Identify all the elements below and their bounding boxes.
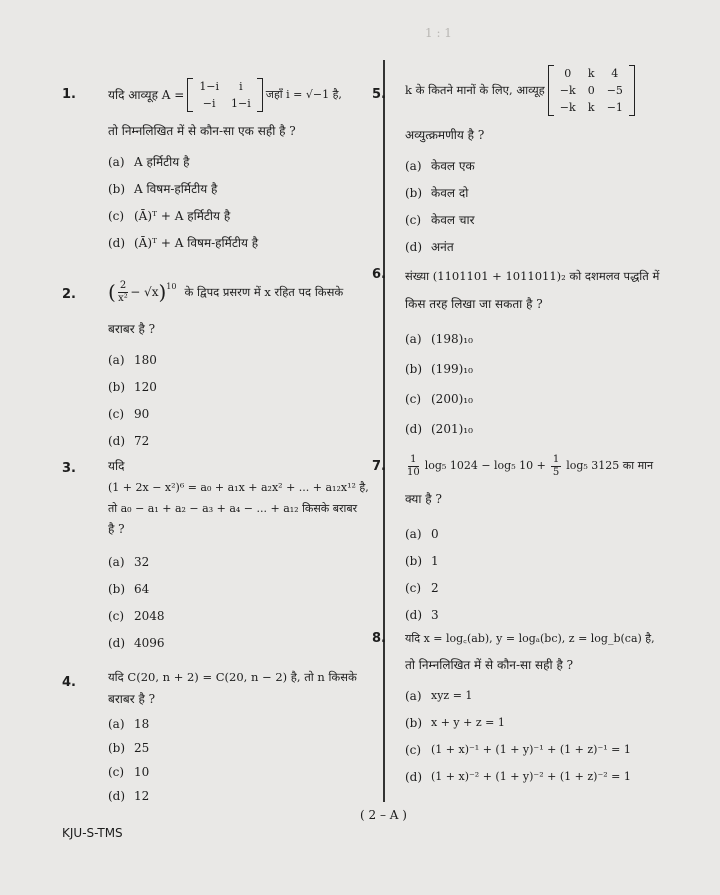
- options: [405, 324, 712, 444]
- matrix-cell: 1−i: [231, 97, 251, 110]
- question-text: यदि C(20, n + 2) = C(20, n − 2) है, तो n किसके: [108, 670, 357, 684]
- matrix-cell: −5: [606, 83, 623, 97]
- question-text-line2: तो निम्नलिखित में से कौन-सा एक सही है ?: [108, 124, 296, 138]
- option-b[interactable]: (b) A विषम-हर्मिटीय है: [108, 181, 218, 196]
- fraction: $\frac{2}{\text{x²}}$: [118, 279, 128, 304]
- option-c[interactable]: (c) 10: [108, 765, 150, 779]
- column-divider: [383, 60, 385, 802]
- question-text: के द्विपद प्रसरण में x रहित पद किसके: [184, 285, 344, 299]
- matrix-cell: −k: [559, 83, 576, 97]
- question-text-line3: तो a₀ − a₁ + a₂ − a₃ + a₄ − ... + a₁₂ किसके बराबर: [108, 502, 358, 515]
- question-text-line2: बराबर है ?: [108, 322, 156, 336]
- matrix-a: [187, 78, 262, 112]
- question-number: 4.: [62, 675, 76, 690]
- option-d[interactable]: (d) 72: [108, 433, 150, 448]
- question-text: संख्या (1101101 + 1011011)₂ को दशमलव पद्धति में: [405, 269, 660, 283]
- option-a[interactable]: (a) 18: [108, 717, 150, 731]
- option-b[interactable]: (b) 1: [405, 553, 439, 568]
- option-d[interactable]: (d) (Ā)ᵀ + A विषम-हर्मिटीय है: [108, 235, 259, 250]
- question-text: यदि आव्यूह A =: [108, 88, 185, 102]
- question-text: k के कितने मानों के लिए, आव्यूह: [405, 83, 545, 97]
- option-a[interactable]: (a) (198)₁₀: [405, 332, 473, 346]
- question-text: यदि: [108, 459, 125, 473]
- expression: − √x: [130, 285, 159, 299]
- page-number: ( 2 – A ): [360, 808, 407, 822]
- question-number: 6.: [372, 267, 386, 282]
- option-b[interactable]: (b) 120: [108, 379, 157, 394]
- question-text-line2: बराबर है ?: [108, 692, 156, 706]
- option-a[interactable]: (a) A हर्मिटीय है: [108, 154, 190, 169]
- option-b[interactable]: (b) (199)₁₀: [405, 362, 473, 376]
- option-b[interactable]: (b) x + y + z = 1: [405, 715, 505, 730]
- question-text-line2: अव्युत्क्रमणीय है ?: [405, 128, 485, 142]
- matrix-cell: −i: [202, 97, 216, 110]
- question-text-line2: तो निम्नलिखित में से कौन-सा सही है ?: [405, 658, 574, 672]
- option-d[interactable]: (d) 12: [108, 789, 150, 803]
- expression: log₅ 1024 − log₅ 10 +: [424, 459, 546, 472]
- option-d[interactable]: (d) 4096: [108, 635, 165, 650]
- exam-page: 1 : 1 1. यदि आव्यूह A = 1−i i −i 1−i जहाँ i = √−1 है, तो निम्नलिखित में से कौन-सा एक सही है ? (a) A हर्मिटीय है (b) A विषम-हर्मिटीय है (c) (Ā)ᵀ + A हर्मिटीय है (d) (Ā)ᵀ + A विषम-हर्मिटीय है 2. ( $\frac{2}{\text{x²}}$ − √x ) $^{10}$ के द्विपद प्रसरण में x रहित पद किसके बराबर है ? (a) 180 (b) 120 (c) 90 (d) 72 3. यदि (1 + 2x − x²)⁶ = a₀ + a₁x + a₂x² + ... + a₁₂x¹² है, तो a₀ − a₁ + a₂ − a₃ + a₄ − ... + a₁₂ किसके बराबर है ? (a) 32 (b) 64 (c) 2048 (d) 4096 4. यदि C(20, n + 2) = C(20, n − 2) है, तो n किसके बराबर है ? (a) 18 (b) 25 (c) 10 (d) 12 5. k के कितने मानों के लिए, आव्यूह 0 k 4 −k 0 −5 −k k −1 अव्युत्क्रमणीय है ? (a) केवल एक (b) केवल दो (c) केवल चार (d) अनंत 6. संख्या (1101101 + 1011011)₂ को दशमलव पद्धति में किस तरह लिखा जा सकता है ? (a) (198)₁₀ (b) (199)₁₀ (c) (200)₁₀ (d) (201)₁₀ 7. $\frac{1}{10}$ log₅ 1024 − log₅ 10 + $\frac{1}{5}$ log₅ 3125 का मान क्या है ? (a) 0 (b) 1 (c) 2 (d) 3 8. यदि x = log꜀(ab), y = logₐ(bc), z = log_b(ca) है, तो निम्नलिखित में से कौन-सा सही है ? (a) xyz = 1 (b) x + y + z = 1 (c) (1 + x)⁻¹ + (1 + y)⁻¹ + (1 + z)⁻¹ = 1 (d) (1 + x)⁻² + (1 + y)⁻² + (1 + z)⁻² = 1 ( 2 – A ) KJU-S-TMS: [0, 0, 720, 895]
- question-number: 5.: [372, 87, 386, 102]
- matrix-cell: i: [239, 80, 243, 93]
- option-a[interactable]: (a) 180: [108, 352, 157, 367]
- exponent: 10: [166, 282, 177, 291]
- option-c[interactable]: (c) (Ā)ᵀ + A हर्मिटीय है: [108, 208, 231, 223]
- watermark: 1 : 1: [425, 26, 452, 40]
- expansion: (1 + 2x − x²)⁶ = a₀ + a₁x + a₂x² + ... + a₁₂x¹² है,: [108, 481, 369, 494]
- option-c[interactable]: (c) 2048: [108, 608, 165, 623]
- option-b[interactable]: (b) 64: [108, 581, 150, 596]
- matrix-cell: −k: [559, 100, 576, 114]
- booklet-code: KJU-S-TMS: [62, 826, 123, 840]
- matrix-cell: 4: [611, 66, 619, 80]
- options: [405, 152, 712, 260]
- question-text-line4: है ?: [108, 522, 125, 536]
- option-c[interactable]: (c) (1 + x)⁻¹ + (1 + y)⁻¹ + (1 + z)⁻¹ = 1: [405, 742, 631, 757]
- fraction: $\frac{1}{5}$: [552, 453, 560, 478]
- fraction: $\frac{1}{10}$: [407, 453, 420, 478]
- question-text: यदि x = log꜀(ab), y = logₐ(bc), z = log_b(ca) है,: [405, 632, 655, 645]
- options: [108, 148, 380, 256]
- option-a[interactable]: (a) केवल एक: [405, 158, 475, 173]
- matrix-cell: 0: [564, 66, 572, 80]
- matrix-k: [548, 65, 635, 116]
- options: [405, 520, 712, 628]
- matrix-cell: 1−i: [199, 80, 220, 93]
- option-c[interactable]: (c) (200)₁₀: [405, 392, 473, 406]
- option-c[interactable]: (c) केवल चार: [405, 212, 475, 227]
- option-d[interactable]: (d) (201)₁₀: [405, 422, 473, 436]
- matrix-cell: 0: [587, 83, 595, 97]
- option-a[interactable]: (a) 32: [108, 554, 150, 569]
- question-text: log₅ 3125 का मान: [566, 459, 654, 472]
- question-number: 2.: [62, 287, 76, 302]
- matrix-cell: −1: [606, 100, 623, 114]
- question-text-line2: किस तरह लिखा जा सकता है ?: [405, 297, 543, 311]
- options: [108, 548, 380, 656]
- question-text-line2: क्या है ?: [405, 492, 442, 506]
- option-c[interactable]: (c) 2: [405, 580, 439, 595]
- option-b[interactable]: (b) केवल दो: [405, 185, 469, 200]
- option-d[interactable]: (d) (1 + x)⁻² + (1 + y)⁻² + (1 + z)⁻² = 1: [405, 769, 631, 784]
- option-a[interactable]: (a) 0: [405, 526, 439, 541]
- matrix-cell: k: [587, 100, 595, 114]
- option-c[interactable]: (c) 90: [108, 406, 150, 421]
- option-b[interactable]: (b) 25: [108, 741, 150, 755]
- question-condition: जहाँ i = √−1 है,: [265, 88, 342, 101]
- question-number: 1.: [62, 87, 76, 102]
- question-number: 3.: [62, 461, 76, 476]
- options: [405, 682, 712, 790]
- options: [108, 712, 380, 808]
- question-number: 8.: [372, 631, 386, 646]
- option-a[interactable]: (a) xyz = 1: [405, 688, 473, 703]
- matrix-cell: k: [587, 66, 595, 80]
- options: [108, 346, 380, 454]
- option-d[interactable]: (d) अनंत: [405, 239, 454, 254]
- option-d[interactable]: (d) 3: [405, 607, 439, 622]
- question-number: 7.: [372, 459, 386, 474]
